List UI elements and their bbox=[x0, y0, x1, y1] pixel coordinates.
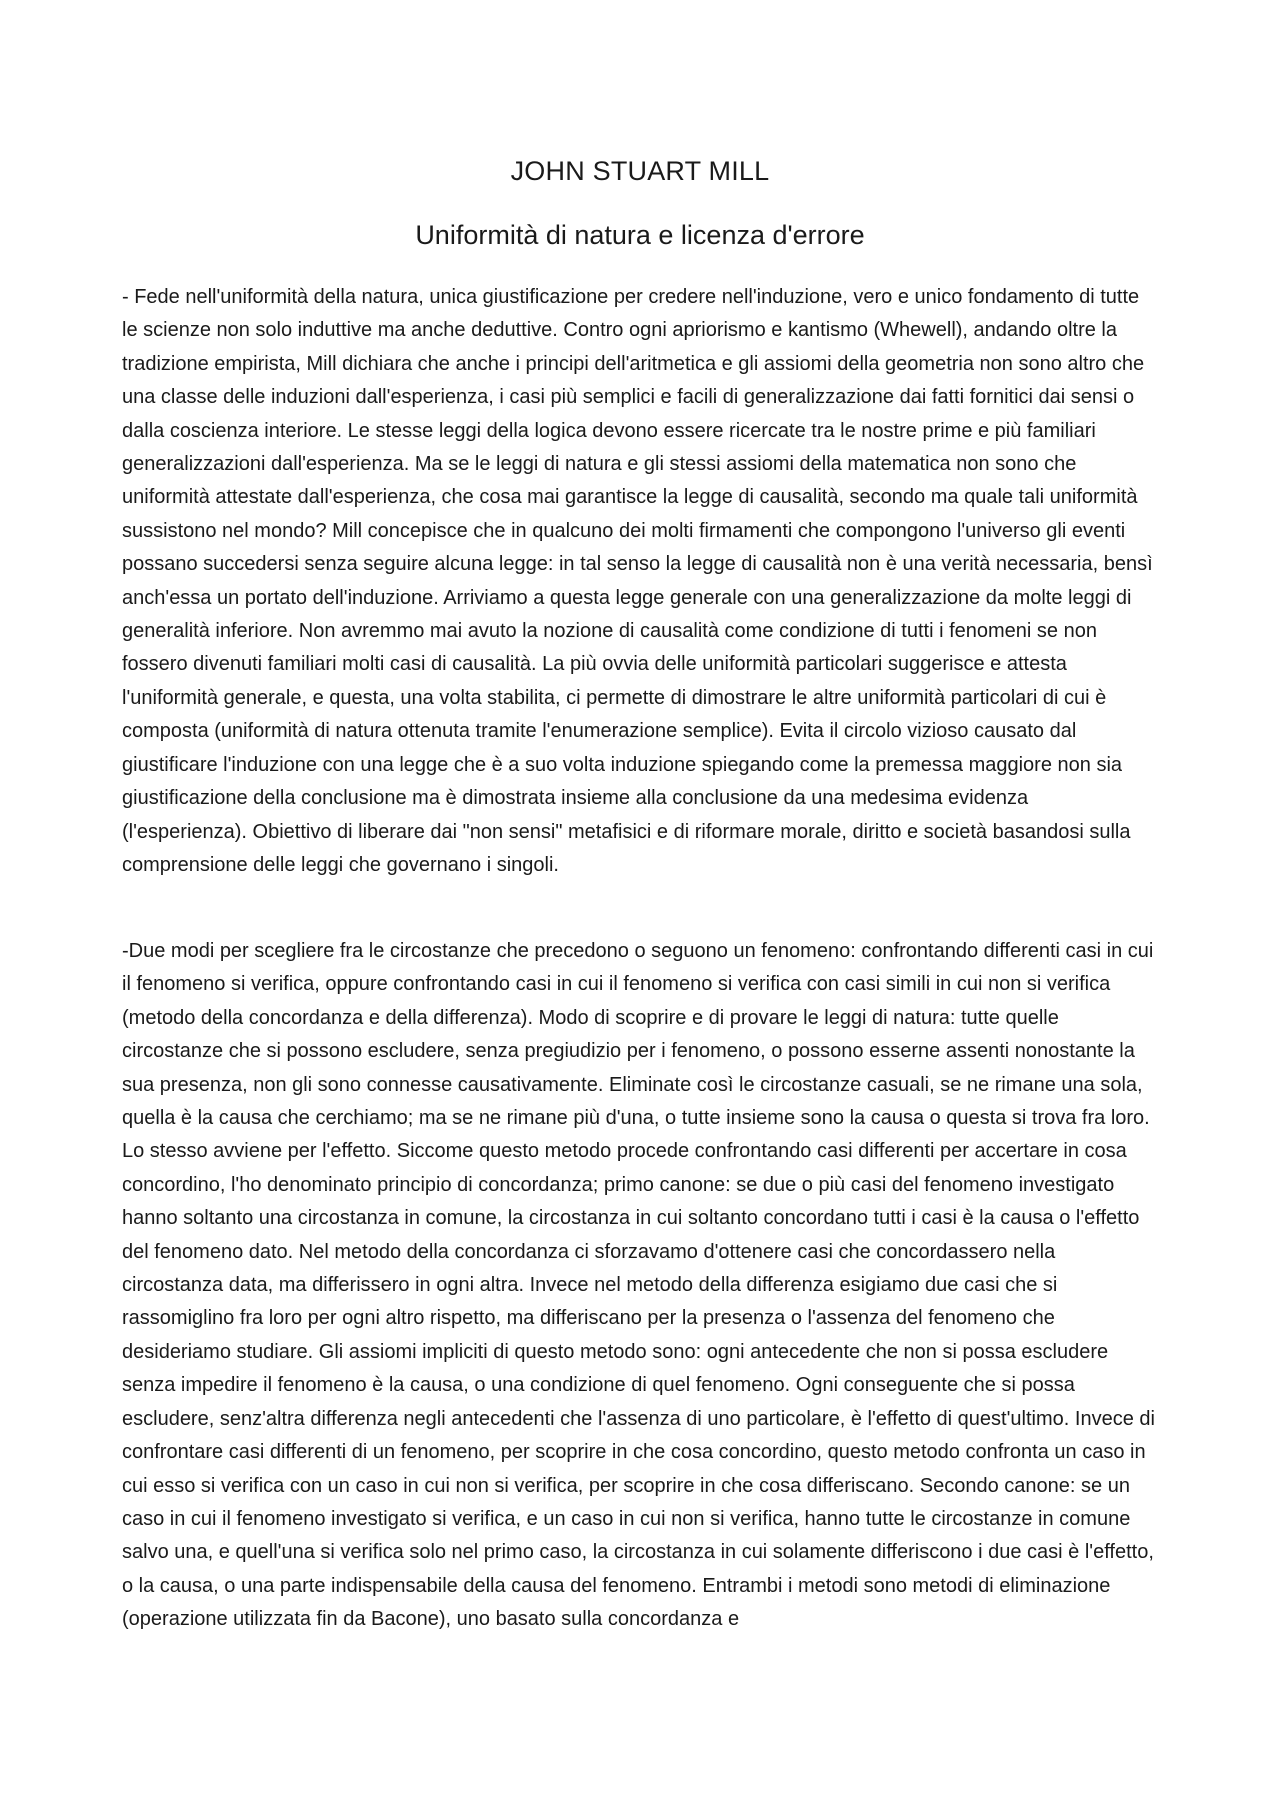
document-subtitle: Uniformità di natura e licenza d'errore bbox=[415, 220, 865, 250]
paragraph-2: -Due modi per scegliere fra le circostanze che precedono o seguono un fenomeno: confrontando differenti casi in cui il fenomeno si verifica, oppure confrontando casi in cui il fenomeno si verifica con casi simili in cui non si verifica (metodo della concordanza e della differenza). Modo di scoprire e di provare le leggi di natura: tutte quelle circostanze che si possono escludere, senza pregiudizio per i fenomeno, o possono esserne assenti nonostante la sua presenza, non gli sono connesse causativamente. Eliminate così le circostanze casuali, se ne rimane una sola, quella è la causa che cerchiamo; ma se ne rimane più d'una, o tutte insieme sono la causa o questa si trova fra loro. Lo stesso avviene per l'effetto. Siccome questo metodo procede confrontando casi differenti per accertare in cosa concordino, l'ho denominato principio di concordanza; primo canone: se due o più casi del fenomeno investigato hanno soltanto una circostanza in comune, la circostanza in cui soltanto concordano tutti i casi è la causa o l'effetto del fenomeno dato. Nel metodo della concordanza ci sforzavamo d'ottenere casi che concordassero nella circostanza data, ma differissero in ogni altra. Invece nel metodo della differenza esigiamo due casi che si rassomiglino fra loro per ogni altro rispetto, ma differiscano per la presenza o l'assenza del fenomeno che desideriamo studiare. Gli assiomi impliciti di questo metodo sono: ogni antecedente che non si possa escludere senza impedire il fenomeno è la causa, o una condizione di quel fenomeno. Ogni conseguente che si possa escludere, senz'altra differenza negli antecedenti che l'assenza di uno particolare, è l'effetto di quest'ultimo. Invece di confrontare casi differenti di un fenomeno, per scoprire in che cosa concordino, questo metodo confronta un caso in cui esso si verifica con un caso in cui non si verifica, per scoprire in che cosa differiscano. Secondo canone: se un caso in cui il fenomeno investigato si verifica, e un caso in cui non si verifica, hanno tutte le circostanze in comune salvo una, e quell'una si verifica solo nel primo caso, la circostanza in cui solamente differiscono i due casi è l'effetto, o la causa, o una parte indispensabile della causa del fenomeno. Entrambi i metodi sono metodi di eliminazione (operazione utilizzata fin da Bacone), uno basato sulla concordanza e bbox=[122, 940, 1155, 1631]
paragraph-1: - Fede nell'uniformità della natura, unica giustificazione per credere nell'induzione, vero e unico fondamento di tutte le scienze non solo induttive ma anche deduttive. Contro ogni apriorismo e kantismo (Whewell), andando oltre la tradizione empirista, Mill dichiara che anche i principi dell'aritmetica e gli assiomi della geometria non sono altro che una classe delle induzioni dall'esperienza, i casi più semplici e facili di generalizzazione dai fatti fornitici dai sensi o dalla coscienza interiore. Le stesse leggi della logica devono essere ricercate tra le nostre prime e più familiari generalizzazioni dall'esperienza. Ma se le leggi di natura e gli stessi assiomi della matematica non sono che uniformità attestate dall'esperienza, che cosa mai garantisce la legge di causalità, secondo ma quale tali uniformità sussistono nel mondo? Mill concepisce che in qualcuno dei molti firmamenti che compongono l'universo gli eventi possano succedersi senza seguire alcuna legge: in tal senso la legge di causalità non è una verità necessaria, bensì anch'essa un portato dell'induzione. Arriviamo a questa legge generale con una generalizzazione da molte leggi di generalità inferiore. Non avremmo mai avuto la nozione di causalità come condizione di tutti i fenomeni se non fossero divenuti familiari molti casi di causalità. La più ovvia delle uniformità particolari suggerisce e attesta l'uniformità generale, e questa, una volta stabilita, ci permette di dimostrare le altre uniformità particolari di cui è composta (uniformità di natura ottenuta tramite l'enumerazione semplice). Evita il circolo vizioso causato dal giustificare l'induzione con una legge che è a suo volta induzione spiegando come la premessa maggiore non sia giustificazione della conclusione ma è dimostrata insieme alla conclusione da una medesima evidenza (l'esperienza). Obiettivo di liberare dai "non sensi" metafisici e di riformare morale, diritto e società basandosi sulla comprensione delle leggi che governano i singoli. bbox=[122, 286, 1153, 876]
document-title: JOHN STUART MILL bbox=[510, 156, 770, 186]
